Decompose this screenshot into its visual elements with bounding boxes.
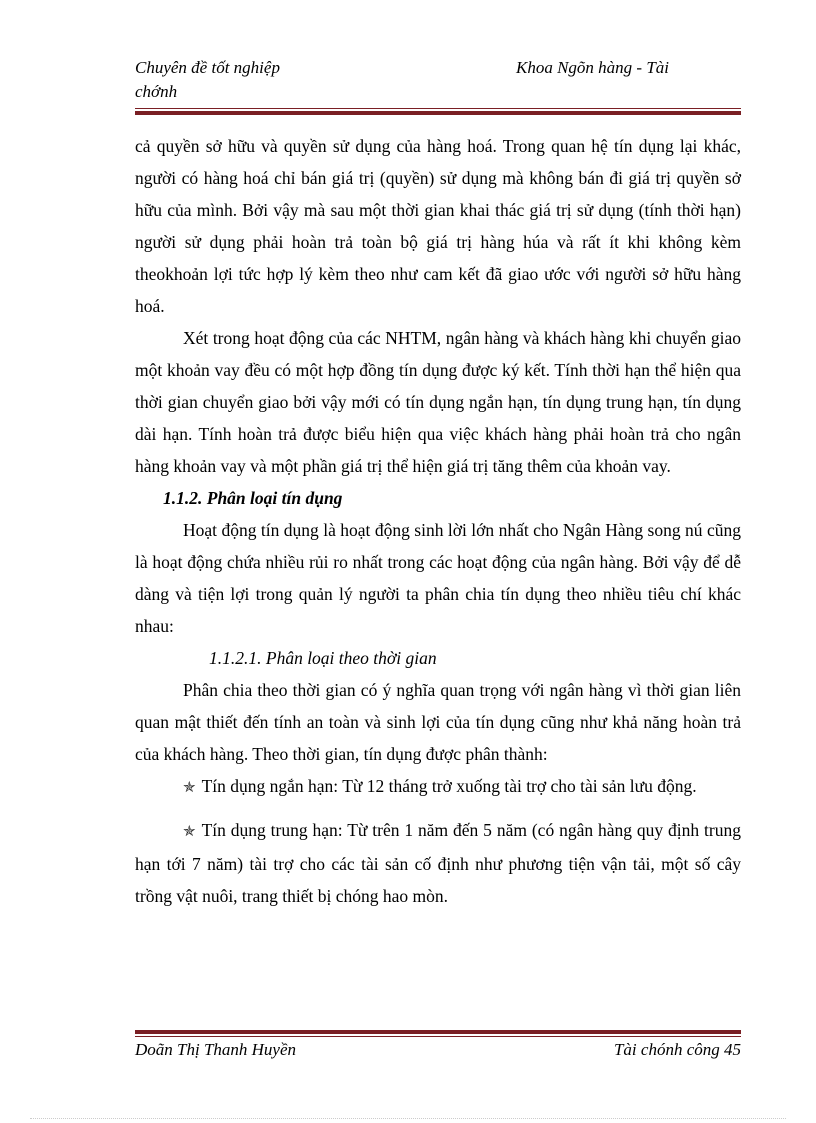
paragraph-3: Hoạt động tín dụng là hoạt động sinh lời lớn nhất cho Ngân Hàng song nú cũng là hoạt động chứa nhiều rủi ro nhất trong các hoạt động của ngân hàng. Bởi vậy để dễ dàng và tiện lợi trong quản lý người ta phân chia tín dụng theo nhiều tiêu chí khác nhau: bbox=[135, 520, 741, 636]
header-title-continued: chớnh bbox=[135, 82, 178, 101]
header-rule bbox=[135, 108, 741, 115]
paragraph-2: Xét trong hoạt động của các NHTM, ngân hàng và khách hàng khi chuyển giao một khoản vay đều có một hợp đồng tín dụng được ký kết. Tính thời hạn thể hiện qua thời gian chuyển giao bởi vậy mới có tín dụng ngắn hạn, tín dụng trung hạn, tín dụng dài hạn. Tính hoàn trả được biểu hiện qua việc khách hàng phải hoàn trả cho ngân hàng khoản vay và một phần giá trị thể hiện giá trị tăng thêm của khoản vay. bbox=[135, 328, 741, 476]
paragraph-1: cả quyền sở hữu và quyền sử dụng của hàng hoá. Trong quan hệ tín dụng lại khác, người có hàng hoá chỉ bán giá trị (quyền) sử dụng mà không bán đi giá trị quyền sở hữu của mình. Bởi vậy mà sau một thời gian khai thác giá trị sử dụng (tính thời hạn) người sử dụng phải hoàn trả toàn bộ giá trị hàng húa và rất ít khi không kèm theokhoản lợi tức hợp lý kèm theo như cam kết đã giao ước với người sở hữu hàng hoá. bbox=[135, 136, 741, 316]
subsection-heading-1-1-2-1: 1.1.2.1. Phân loại theo thời gian bbox=[209, 648, 437, 668]
footer-author: Doãn Thị Thanh Huyền bbox=[135, 1040, 297, 1059]
page-header bbox=[135, 56, 741, 104]
list-item bbox=[135, 814, 741, 912]
section-heading-1-1-2: 1.1.2. Phân loại tín dụng bbox=[163, 488, 343, 508]
footer-page-number: Tài chónh công 45 bbox=[613, 1040, 741, 1059]
header-title: Chuyên đề tốt nghiệp bbox=[135, 58, 280, 77]
bullet-text-medium-term: Tín dụng trung hạn: Từ trên 1 năm đến 5 năm (có ngân hàng quy định trung hạn tới 7 năm) tài trợ cho các tài sản cố định như phương tiện vận tải, một số cây trồng vật nuôi, trang thiết bị chóng hao mòn. bbox=[135, 820, 741, 906]
footer-rule bbox=[135, 1030, 741, 1037]
list-item bbox=[135, 770, 741, 804]
page-body bbox=[135, 130, 741, 912]
bullet-text-short-term: Tín dụng ngắn hạn: Từ 12 tháng trở xuống tài trợ cho tài sản lưu động. bbox=[201, 776, 697, 796]
star-icon: ✯ bbox=[183, 824, 196, 840]
page-bottom-dotted-line bbox=[30, 1118, 786, 1119]
paragraph-4: Phân chia theo thời gian có ý nghĩa quan trọng với ngân hàng vì thời gian liên quan mật thiết đến tính an toàn và sinh lợi của tín dụng cũng như khả năng hoàn trả của khách hàng. Theo thời gian, tín dụng được phân thành: bbox=[135, 680, 741, 764]
star-icon: ✯ bbox=[183, 780, 196, 796]
header-faculty: Khoa Ngõn hàng - Tài bbox=[516, 58, 670, 77]
